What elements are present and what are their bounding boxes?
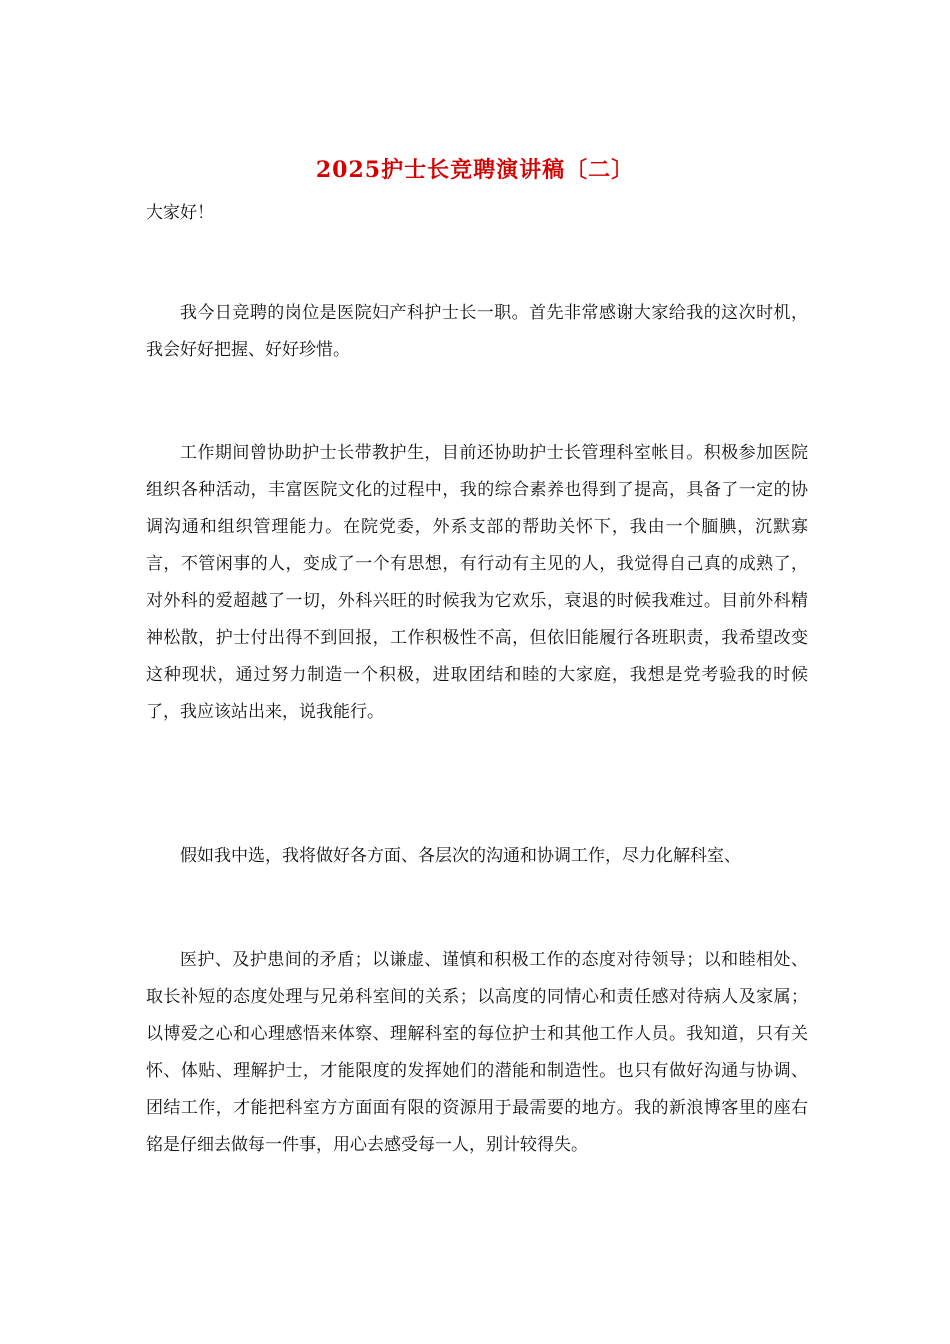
greeting-text: 大家好！: [146, 203, 214, 223]
paragraph-2: 工作期间曾协助护士长带教护生，目前还协助护士长管理科室帐目。积极参加医院组织各种活动，丰富医院文化的过程中，我的综合素养也得到了提高，具备了一定的协调沟通和组织管理能力。在院党委，外系支部的帮助关怀下，我由一个腼腆，沉默寡言，不管闲事的人，变成了一个有思想，有行动有主见的人，我觉得自己真的成熟了，对外科的爱超越了一切，外科兴旺的时候我为它欢乐，衰退的时候我难过。目前外科精神松散，护士付出得不到回报，工作积极性不高，但依旧能履行各班职责，我希望改变这种现状，通过努力制造一个积极，进取团结和睦的大家庭，我想是党考验我的时候了，我应该站出来，说我能行。: [146, 443, 808, 722]
paragraph-3: 假如我中选，我将做好各方面、各层次的沟通和协调工作，尽力化解科室、: [180, 846, 741, 866]
paragraph-4: 医护、及护患间的矛盾；以谦虚、谨慎和积极工作的态度对待领导；以和睦相处、取长补短的态度处理与兄弟科室间的关系；以高度的同情心和责任感对待病人及家属；以博爱之心和心理感悟来体察、理解科室的每位护士和其他工作人员。我知道，只有关怀、体贴、理解护士，才能限度的发挥她们的潜能和制造性。也只有做好沟通与协调、团结工作，才能把科室方方面面有限的资源用于最需要的地方。我的新浪博客里的座右铭是仔细去做每一件事，用心去感受每一人，别计较得失。: [146, 950, 808, 1155]
document-title: 2025护士长竞聘演讲稿〔二〕: [315, 157, 635, 183]
paragraph-1: 我今日竞聘的岗位是医院妇产科护士长一职。首先非常感谢大家给我的这次时机，我会好好把握、好好珍惜。: [146, 303, 808, 360]
